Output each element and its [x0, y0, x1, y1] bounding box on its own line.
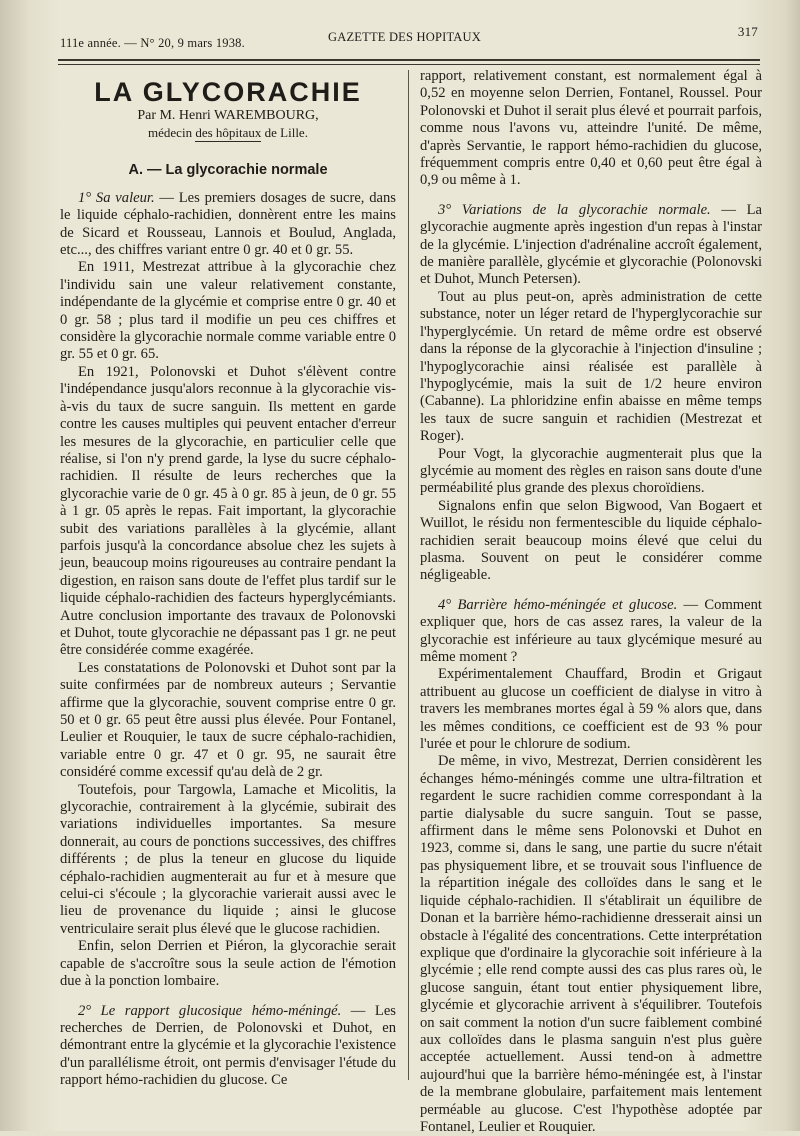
paragraph: Enfin, selon Derrien et Piéron, la glycorachie serait capable de s'accroître sous la seule action de l'émotion due à la ponction lombaire. [60, 938, 396, 990]
section-title: A. — La glycorachie normale [128, 162, 328, 179]
title-rule [195, 141, 261, 142]
author-affiliation: médecin des hôpitaux de Lille. [148, 125, 308, 141]
journal-title: GAZETTE DES HOPITAUX [328, 30, 481, 44]
paragraph: 1° Sa valeur. — Les premiers dosages de sucre, dans le liquide céphalo-rachidien, donnèrent entre les mains de Sicard et Rousseau, Lannois et Boulud, Anglada, etc..., des chiffres variant entre 0 gr. 40 et 0 gr. 55. [60, 189, 396, 259]
left-column [60, 68, 396, 1090]
paragraph: 3° Variations de la glycorachie normale. — La glycorachie augmente après ingestion d'un repas à l'instar de la glycémie. L'injection d'adrénaline accroît également, de manière parallèle, glycémie et glycorachie (Polonovski et Duhot, Munch Petersen). [420, 201, 762, 288]
paragraph: rapport, relativement constant, est normalement égal à 0,52 en moyenne selon Derrien, Fontanel, Roussel. Pour Polonovski et Duhot il serait plus élevé et pourrait parfois, comme nous l'avons vu, atteindre l'unité. De même, d'après Servantie, le rapport hémo-rachidien du glucose, fréquemment compris entre 0,40 et 0,60 peut être égal à 0,9 ou même à 1. [420, 68, 762, 189]
header-rule-thin [58, 64, 760, 65]
paragraph: Les constatations de Polonovski et Duhot sont par la suite confirmées par de nombreux auteurs ; Servantie affirme que la glycorachie, souvent comprise entre 0 gr. 50 et 0 gr. 65 peut être aussi plus élevée. Pour Fontanel, Leulier et Rouquier, le taux de sucre céphalo-rachidien, variable entre 0 gr. 47 et 0 gr. 95, ne saurait être considéré comme excessif qu'au delà de 2 gr. [60, 659, 396, 781]
paragraph: En 1921, Polonovski et Duhot s'élèvent contre l'indépendance jusqu'alors reconnue à la glycorachie vis-à-vis du taux de sucre sanguin. Ils mettent en garde contre les causes multiples qui peuvent entacher d'erreur les mesures de la glycorachie, en particulier celle que réalise, si l'on n'y prend garde, la lyse du sucre céphalo-rachidien. Il résulte de leurs recherches que la glycorachie varie de 0 gr. 45 à 0 gr. 85 à jeun, de 0 gr. 55 à 1 gr. 05 après le repas. Fait important, la glycorachie subit des variations parallèles à la glycémie, allant parfois jusqu'à la concordance absolue chez les sujets à jeun, beaucoup moins rigoureuses au contraire pendant la digestion, en raison sans doute de l'effet plus tardif sur le liquide céphalo-rachidien des facteurs hyperglycémiants. Autre conclusion importante des travaux de Polonovski et Duhot, toute glycorachie ne dépassant pas 1 gr. ne peut être considérée comme exagérée. [60, 363, 396, 659]
paragraph: 4° Barrière hémo-méningée et glucose. — Comment expliquer que, hors de cas assez rares, la valeur de la glycorachie est inférieure au taux glycémique mesuré au même moment ? [420, 596, 762, 665]
author-line: Par M. Henri WAREMBOURG, [137, 108, 319, 124]
paragraph: Toutefois, pour Targowla, Lamache et Micolitis, la glycorachie, contrairement à la glycémie, subirait des variations individuelles importantes. Sa mesure donnerait, au cours de ponctions successives, des chiffres différents ; de plus la teneur en glucose du liquide céphalo-rachidien augmenterait au fur et à mesure que celui-ci s'écoule ; la glycorachie varierait aussi avec le lieu de provenance du liquide ; ainsi le glucose ventriculaire serait plus élevé que le glucose rachidien. [60, 781, 396, 937]
article-title: LA GLYCORACHIE [94, 77, 362, 107]
paragraph: En 1911, Mestrezat attribue à la glycorachie chez l'individu sain une valeur relativement constante, indépendante de la glycémie et comprise entre 0 gr. 40 et 0 gr. 58 ; plus tard il modifie un peu ces chiffres et considère la glycorachie normale comme variable entre 0 gr. 55 et 0 gr. 65. [60, 259, 396, 363]
right-column [420, 68, 762, 1136]
subsection-label: 4° Barrière hémo-méningée et glucose. [438, 596, 678, 613]
subsection-label: 2° Le rapport glucosique hémo-méningé. [78, 1002, 342, 1019]
paragraph: Pour Vogt, la glycorachie augmenterait plus que la glycémie au moment des règles en raison sans doute d'une perméabilité plus grande des plexus choroïdiens. [420, 445, 762, 497]
paragraph: 2° Le rapport glucosique hémo-méningé. — Les recherches de Derrien, de Polonovski et Duhot, en démontrant entre la glycémie et la glycorachie l'existence d'un parallélisme étroit, ont permis d'envisager l'étude du rapport hémo-rachidien du glucose. Ce [60, 1002, 396, 1089]
subsection-label: 1° Sa valeur. [78, 189, 155, 206]
column-divider [408, 70, 409, 1080]
paragraph: Signalons enfin que selon Bigwood, Van Bogaert et Wuillot, le résidu non fermentescible du liquide céphalo-rachidien serait beaucoup moins élevé que celui du plasma. Souvent on peut le considérer comme négligeable. [420, 497, 762, 584]
paragraph: De même, in vivo, Mestrezat, Derrien considèrent les échanges hémo-méningés comme une ultra-filtration et regardent le sucre rachidien comme correspondant à la partie dialysable du sucre sanguin. Tout se passe, affirment dans le même sens Polonovski et Duhot en 1923, comme si, dans le sang, une partie du sucre n'était pas physiquement libre, et se trouvait sous l'influence de la répartition inégale des colloïdes dans le sang et le liquide céphalo-rachidien. Il s'établirait un équilibre de Donan et la barrière hémo-rachidienne dresserait ainsi un obstacle à l'égalité des concentrations. Cette interprétation explique que d'ordinaire la glycorachie soit inférieure à la glycémie ; elle rend compte aussi des cas plus rares où, le glucose sanguin, étant tout entier physiquement libre, glycémie et glycorachie arrivent à s'équilibrer. Toutefois on sait comment la notion d'un sucre faiblement combiné aux colloïdes dans le plasma sanguin n'est plus guère acceptée actuellement. Aussi tend-on à admettre aujourd'hui que la barrière hémo-méningée est, à l'instar de la membrane globulaire, parfaitement mais lentement perméable au glucose. C'est l'hypothèse adoptée par Fontanel, Leulier et Rouquier. [420, 753, 762, 1135]
page-number: 317 [737, 24, 758, 39]
running-head [60, 24, 758, 56]
header-rule [58, 59, 760, 61]
subsection-label: 3° Variations de la glycorachie normale. [438, 201, 711, 218]
paragraph: Tout au plus peut-on, après administration de cette substance, noter un léger retard de l'hyperglycorachie sur l'hyperglycémie. Un retard de même ordre est observé dans la réponse de la glycorachie à l'injection d'insuline ; l'hypoglycorachie ainsi réalisée est parallèle à l'hypoglycémie, mais la suit de 1/2 heure environ (Cabanne). La phloridzine enfin abaisse en même temps les taux de sucre sanguin et rachidien (Mestrezat et Roger). [420, 288, 762, 445]
paragraph: Expérimentalement Chauffard, Brodin et Grigaut attribuent au glucose un coefficient de dialyse in vitro à travers les membranes mortes égal à 59 % alors que, dans les mêmes conditions, ce coefficient est de 93 % pour l'urée et pour le chlorure de sodium. [420, 666, 762, 753]
issue-info: 111e année. — N° 20, 9 mars 1938. [60, 36, 245, 50]
